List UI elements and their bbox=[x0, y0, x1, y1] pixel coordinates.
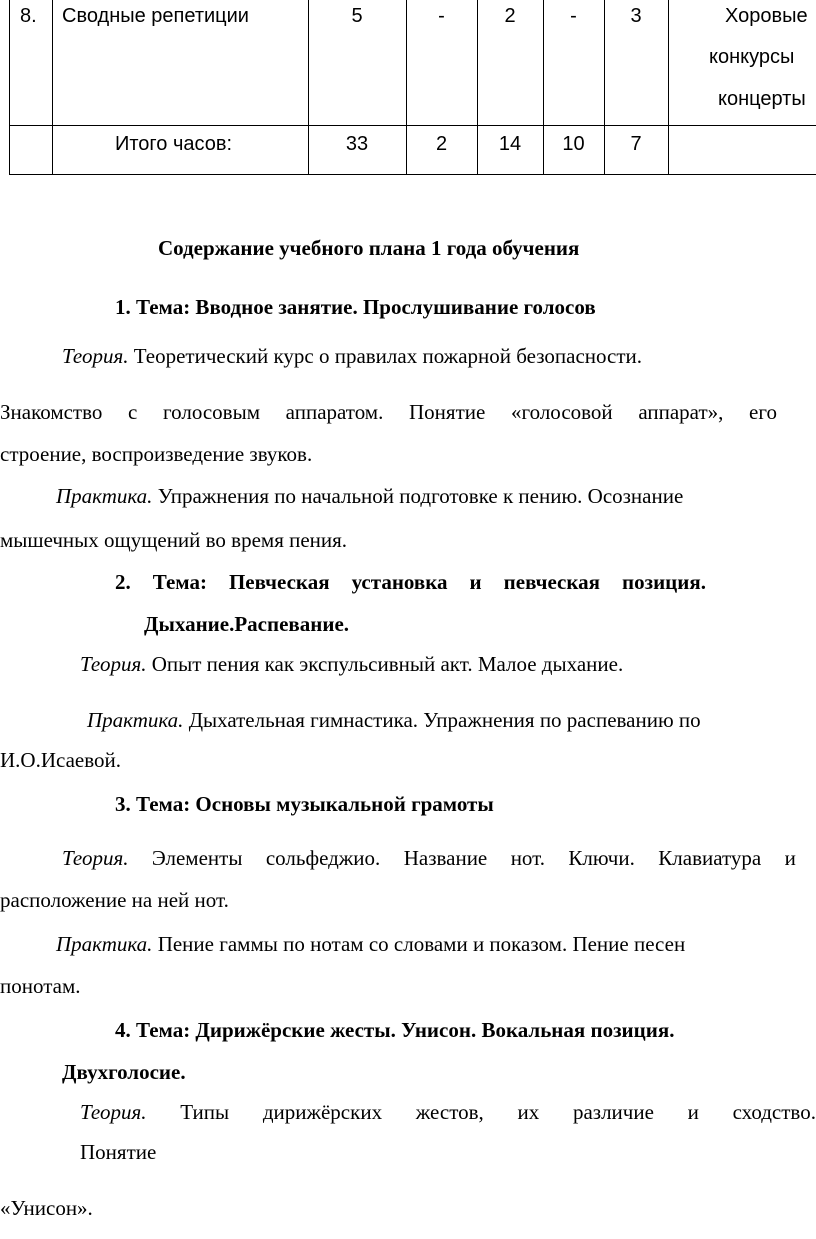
practice-label: Практика. bbox=[56, 484, 153, 508]
cell-form-line: концерты bbox=[718, 88, 806, 110]
cell-theory: 2 bbox=[435, 133, 448, 155]
word: голосовым bbox=[163, 400, 260, 424]
cell-col4: 10 bbox=[562, 133, 585, 155]
word: его bbox=[749, 400, 777, 424]
topic-1-theory bbox=[62, 344, 642, 369]
word: сходство. bbox=[732, 1100, 816, 1124]
word: установка bbox=[351, 570, 448, 594]
word: Знакомство bbox=[0, 400, 103, 424]
word: жестов, bbox=[415, 1100, 484, 1124]
topic-2-title bbox=[115, 570, 706, 595]
section-heading: Содержание учебного плана 1 года обучения bbox=[158, 236, 580, 260]
theory-text: Теоретический курс о правилах пожарной безопасности. bbox=[128, 344, 643, 368]
topic-4-theory bbox=[80, 1100, 816, 1125]
topic-3-practice-line: понотам. bbox=[0, 974, 81, 998]
practice-text: Упражнения по начальной подготовке к пению. Осознание bbox=[152, 484, 684, 508]
word: и bbox=[687, 1100, 699, 1124]
cell-form-line: конкурсы bbox=[709, 46, 795, 68]
theory-label: Теория. bbox=[62, 344, 129, 368]
topic-2-practice bbox=[87, 708, 701, 733]
word: 2. bbox=[115, 570, 131, 594]
word: Типы bbox=[180, 1100, 230, 1124]
practice-text: Дыхательная гимнастика. Упражнения по распеванию по bbox=[183, 708, 701, 732]
theory-label: Теория. bbox=[80, 652, 147, 676]
topic-3-title: 3. Тема: Основы музыкальной грамоты bbox=[115, 792, 494, 816]
theory-label: Теория. bbox=[80, 1100, 147, 1124]
theory-label: Теория. bbox=[62, 846, 129, 870]
word: Тема: bbox=[152, 570, 207, 594]
practice-text: Пение гаммы по нотам со словами и показом. Пение песен bbox=[152, 932, 686, 956]
topic-4-title-line: Двухголосие. bbox=[62, 1060, 186, 1084]
word: Певческая bbox=[228, 570, 330, 594]
table-border bbox=[52, 0, 53, 175]
topic-1-practice bbox=[56, 484, 683, 509]
word: нот. bbox=[510, 846, 545, 870]
word: певческая bbox=[503, 570, 601, 594]
word: Ключи. bbox=[568, 846, 635, 870]
table-border bbox=[9, 0, 10, 175]
word: и bbox=[469, 570, 482, 594]
cell-col4: - bbox=[570, 5, 577, 27]
cell-col5: 7 bbox=[630, 133, 642, 155]
topic-3-practice bbox=[56, 932, 685, 957]
word: с bbox=[128, 400, 138, 424]
cell-practice: 14 bbox=[498, 133, 522, 155]
practice-label: Практика. bbox=[56, 932, 153, 956]
cell-form-line: Хоровые bbox=[725, 5, 808, 27]
practice-label: Практика. bbox=[87, 708, 184, 732]
word: Клавиатура bbox=[658, 846, 762, 870]
cell-total: 33 bbox=[345, 133, 369, 155]
row-number: 8. bbox=[20, 5, 37, 27]
topic-3-theory-line: расположение на ней нот. bbox=[0, 888, 229, 912]
topic-4-theory-line: «Унисон». bbox=[0, 1196, 93, 1220]
table-border bbox=[668, 0, 669, 175]
theory-text: Опыт пения как экспульсивный акт. Малое дыхание. bbox=[146, 652, 624, 676]
topic-1-title: 1. Тема: Вводное занятие. Прослушивание голосов bbox=[115, 295, 596, 319]
topic-1-practice-line: мышечных ощущений во время пения. bbox=[0, 528, 348, 552]
word: «голосовой bbox=[511, 400, 613, 424]
topic-1-theory-line: строение, воспроизведение звуков. bbox=[0, 442, 313, 466]
table-border bbox=[9, 125, 816, 126]
word: аппарат», bbox=[638, 400, 724, 424]
cell-col5: 3 bbox=[630, 5, 642, 27]
word: их bbox=[517, 1100, 540, 1124]
topic-3-theory bbox=[62, 846, 796, 871]
table-border bbox=[9, 174, 816, 175]
topic-4-title: 4. Тема: Дирижёрские жесты. Унисон. Вокальная позиция. bbox=[115, 1018, 675, 1042]
word: и bbox=[784, 846, 796, 870]
total-label: Итого часов: bbox=[115, 133, 233, 155]
word: аппаратом. bbox=[285, 400, 384, 424]
word: позиция. bbox=[622, 570, 706, 594]
word: Название bbox=[403, 846, 488, 870]
cell-total: 5 bbox=[351, 5, 363, 27]
word: Понятие bbox=[409, 400, 486, 424]
cell-theory: - bbox=[438, 5, 445, 27]
topic-4-theory-line: Понятие bbox=[80, 1140, 157, 1164]
cell-practice: 2 bbox=[504, 5, 516, 27]
topic-2-theory bbox=[80, 652, 623, 677]
topic-2-title-line: Дыхание.Распевание. bbox=[144, 612, 350, 636]
word: Элементы bbox=[151, 846, 243, 870]
word: дирижёрских bbox=[262, 1100, 383, 1124]
row-name: Сводные репетиции bbox=[62, 5, 249, 27]
topic-1-theory-line bbox=[0, 400, 777, 425]
topic-2-practice-line: И.О.Исаевой. bbox=[0, 748, 121, 772]
word: сольфеджио. bbox=[265, 846, 381, 870]
word: различие bbox=[572, 1100, 654, 1124]
